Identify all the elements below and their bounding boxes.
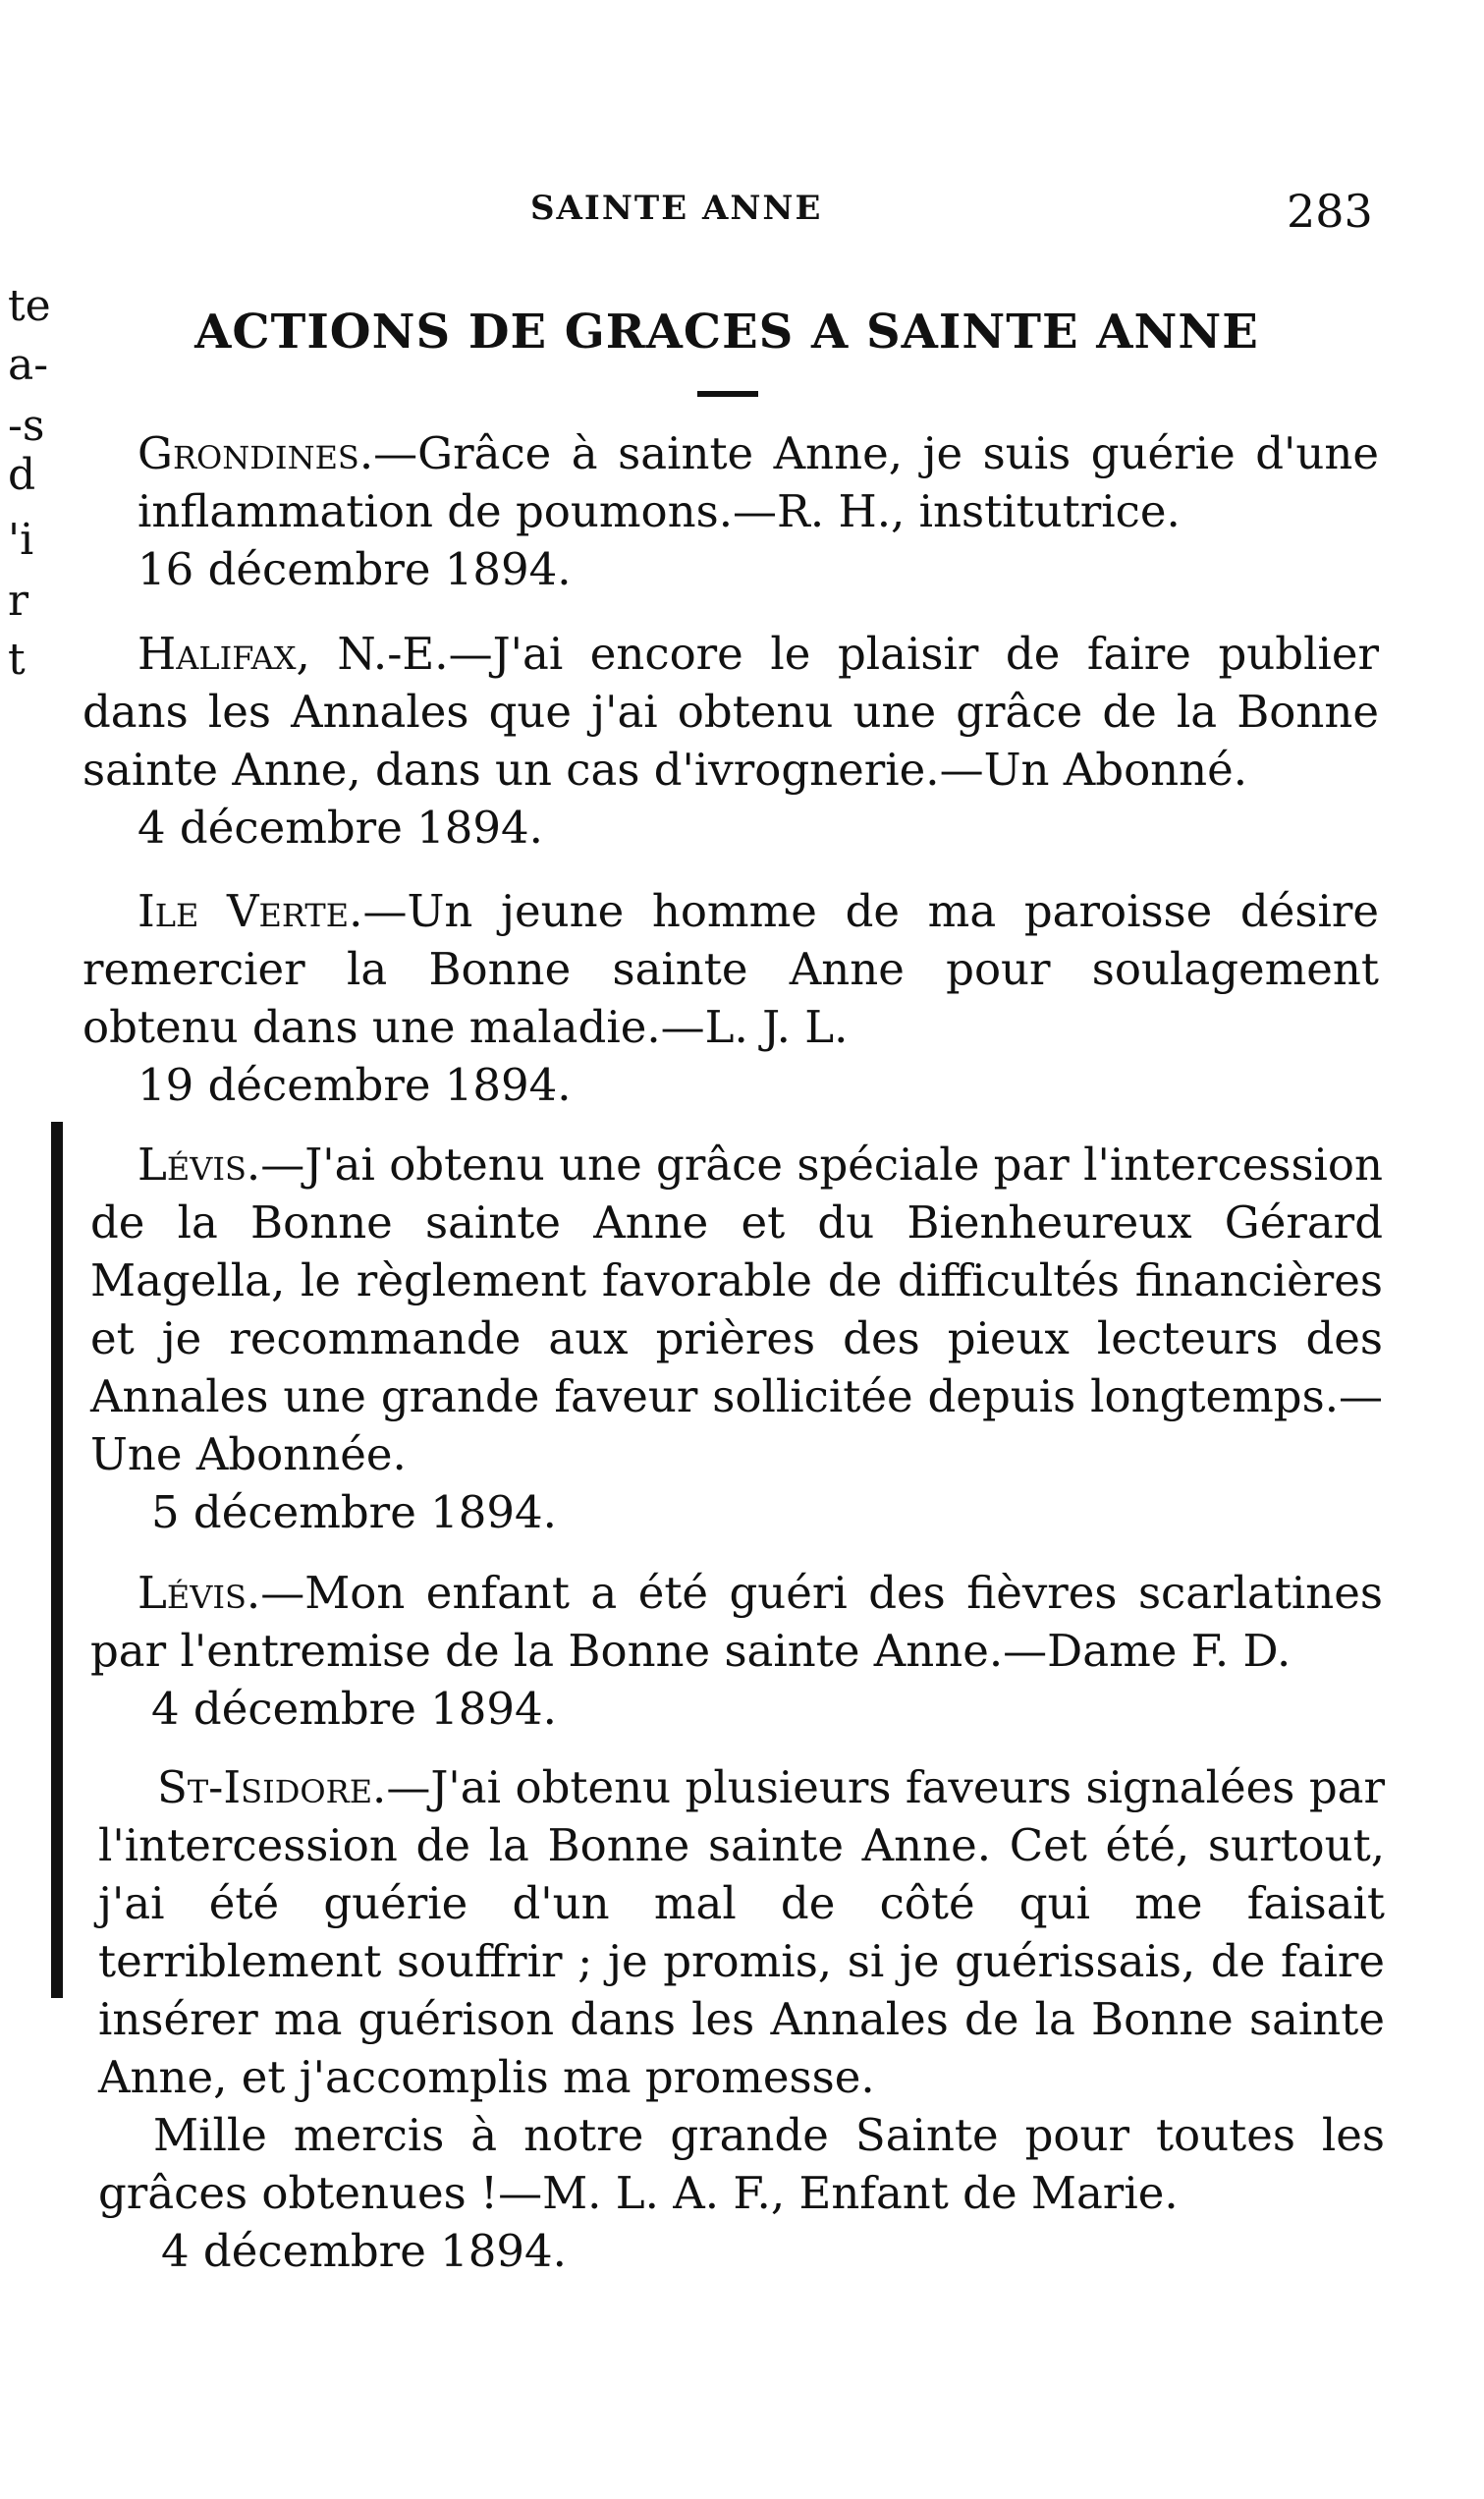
page-title: ACTIONS DE GRACES A SAINTE ANNE (194, 305, 1259, 360)
entry-levis-1 (90, 1136, 1383, 1541)
margin-fragment: a- (8, 340, 49, 390)
entry-text: —Mon enfant a été guéri des fièvres scarlatines par l'entremise de la Bonne sainte Anne.—Dame F. D. (90, 1567, 1383, 1677)
margin-fragment: -s (8, 401, 45, 451)
entry-text: —J'ai obtenu une grâce spéciale par l'intercession de la Bonne sainte Anne et du Bienheureux Gérard Magella, le règlement favorable de difficultés financières et je recommande aux prières des pieux lecteurs des Annales une grande faveur sollicitée depuis longtemps.—Une Abonnée. (90, 1138, 1383, 1480)
entry-place: St-Isidore. (157, 1761, 387, 1813)
entry-place: Ile Verte. (137, 885, 363, 937)
entry-st-isidore (98, 1758, 1385, 2280)
entry-place: Grondines. (137, 427, 374, 479)
margin-fragment: r (8, 576, 29, 626)
entry-place: Lévis. (137, 1138, 261, 1191)
entry-levis-2 (90, 1564, 1383, 1738)
entry-body (90, 1564, 1383, 1680)
entry-ile-verte (82, 882, 1379, 1114)
entry-date: 5 décembre 1894. (151, 1486, 557, 1538)
entry-date: 19 décembre 1894. (137, 1059, 572, 1111)
margin-fragment: d (8, 450, 36, 500)
entry-body (82, 882, 1379, 1056)
entry-body (98, 1758, 1385, 2106)
entry-text: —J'ai obtenu plusieurs faveurs signalées par l'intercession de la Bonne sainte Anne. Cet été, surtout, j'ai été guérie d'un mal de côté qui me faisait terriblement souffrir ; je promis, si je guérissais, de faire insérer ma guérison dans les Annales de la Bonne sainte Anne, et j'accomplis ma promesse. (98, 1761, 1385, 2103)
entry-body (90, 1136, 1383, 1483)
entry-date: 4 décembre 1894. (151, 1683, 557, 1735)
margin-fragment: 'i (8, 515, 34, 565)
page-number: 283 (1287, 185, 1373, 238)
entry-date: 16 décembre 1894. (137, 543, 572, 595)
entry-text: —Un jeune homme de ma paroisse désire remercier la Bonne sainte Anne pour soulagement obtenu dans une maladie.—L. J. L. (82, 885, 1380, 1053)
entry-grondines (82, 424, 1379, 598)
title-rule (697, 391, 758, 397)
margin-fragment: t (8, 635, 26, 685)
entry-body-continued: Mille mercis à notre grande Sainte pour toutes les grâces obtenues !—M. L. A. F., Enfant de Marie. (98, 2109, 1385, 2219)
entry-halifax (82, 625, 1379, 857)
entry-body (82, 424, 1379, 540)
entry-date: 4 décembre 1894. (137, 802, 543, 854)
margin-fragment: te (8, 281, 51, 331)
entry-body (82, 625, 1379, 799)
margin-sidebar-bar (51, 1122, 63, 1998)
entry-text: —Grâce à sainte Anne, je suis guérie d'une inflammation de poumons.—R. H., institutrice. (137, 427, 1379, 537)
entry-place: Lévis. (137, 1567, 261, 1619)
entry-place: Halifax, N.-E. (137, 628, 449, 680)
entry-text: —J'ai encore le plaisir de faire publier dans les Annales que j'ai obtenu une grâce de la Bonne sainte Anne, dans un cas d'ivrognerie.—Un Abonné. (82, 628, 1379, 796)
entry-date: 4 décembre 1894. (161, 2225, 567, 2277)
running-head: SAINTE ANNE (530, 189, 823, 228)
